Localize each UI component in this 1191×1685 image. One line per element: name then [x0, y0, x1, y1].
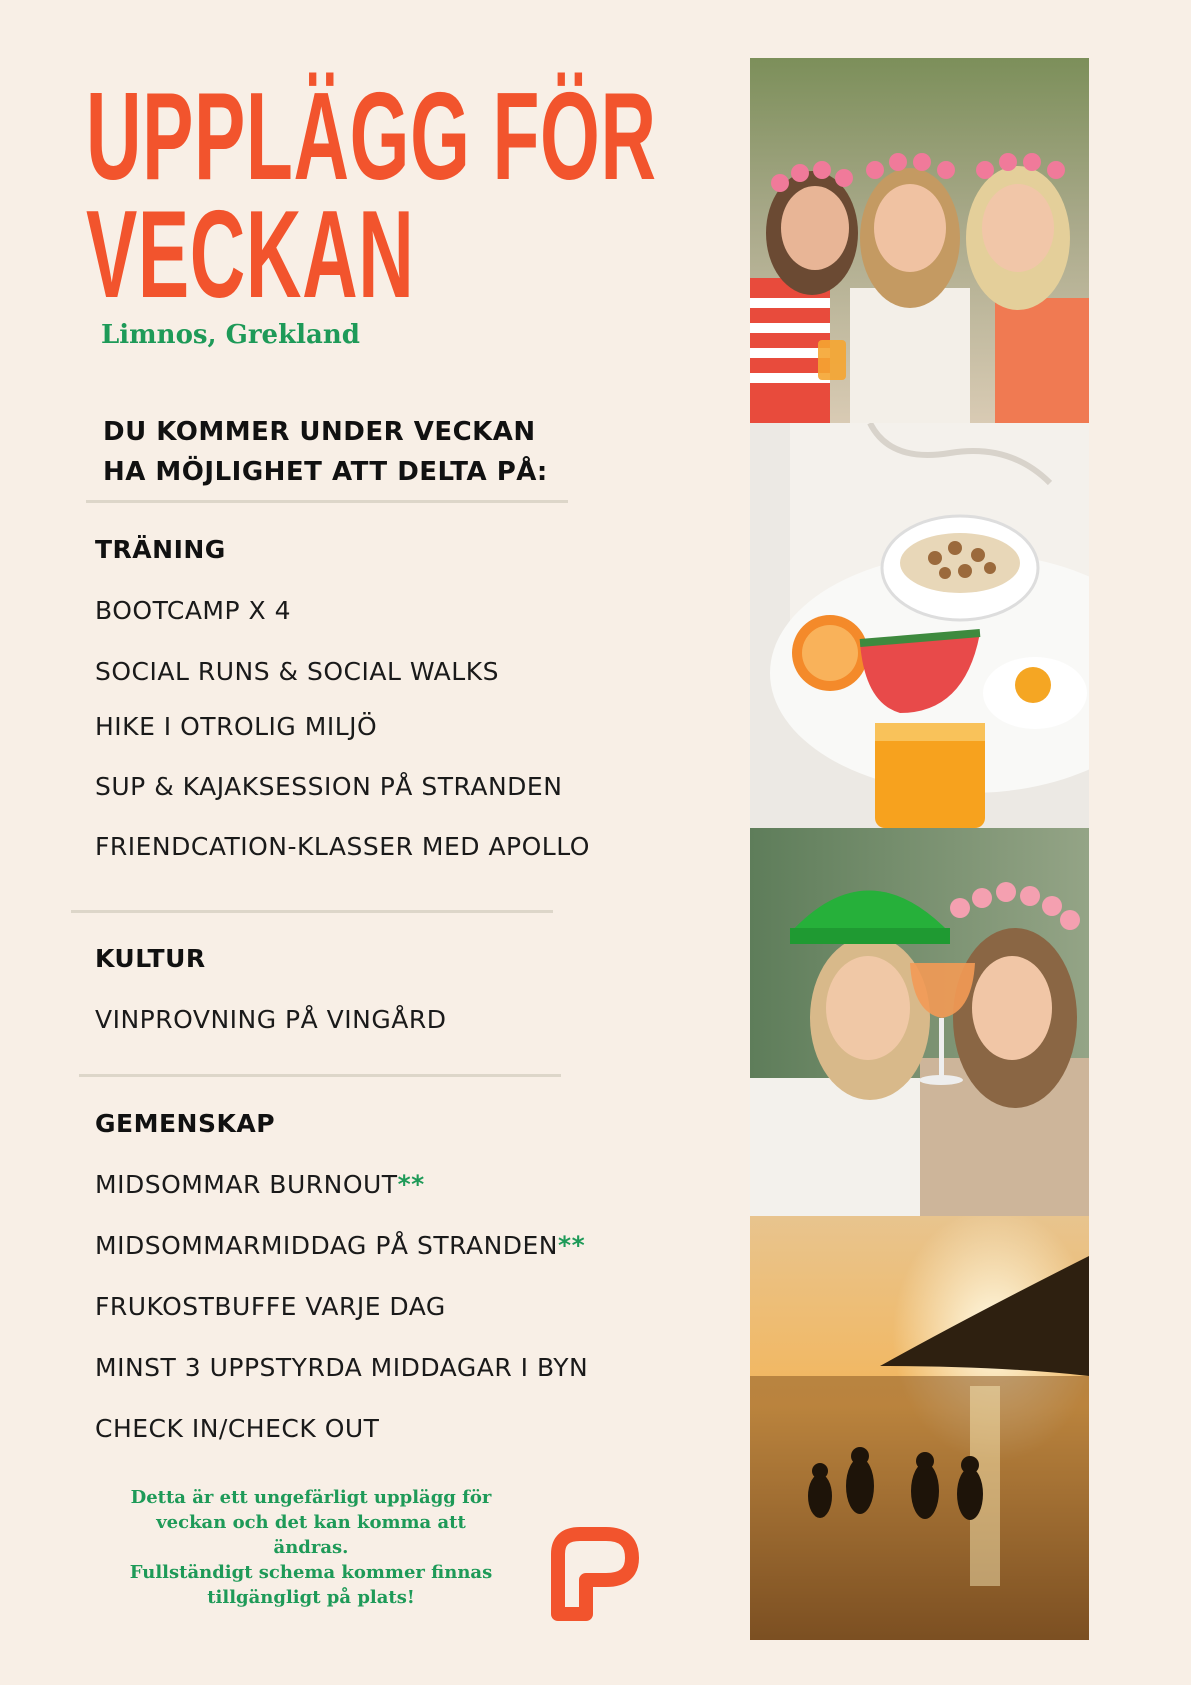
- friendcation-logo-icon: [548, 1524, 642, 1624]
- list-item: SUP & KAJAKSESSION PÅ STRANDEN: [95, 772, 563, 801]
- list-item: [95, 1231, 585, 1260]
- friends-flower-crowns-photo: [750, 58, 1089, 423]
- asterisk-marker: **: [558, 1231, 586, 1260]
- list-item: VINPROVNING PÅ VINGÅRD: [95, 1005, 447, 1034]
- list-item: CHECK IN/CHECK OUT: [95, 1414, 380, 1443]
- list-item-label: MIDSOMMARMIDDAG PÅ STRANDEN: [95, 1231, 559, 1260]
- intro-line-2: HA MÖJLIGHET ATT DELTA PÅ:: [103, 457, 548, 487]
- list-item: [95, 1170, 425, 1199]
- list-item: BOOTCAMP X 4: [95, 596, 292, 625]
- footer-note-line-2: veckan och det kan komma att ändras.: [156, 1512, 466, 1558]
- location-subtitle: Limnos, Grekland: [101, 320, 360, 350]
- list-item: FRIENDCATION-KLASSER MED APOLLO: [95, 832, 590, 861]
- footer-note-line-4: tillgängligt på plats!: [207, 1587, 415, 1608]
- divider-intro: [86, 500, 568, 503]
- title-line-2: VECKAN: [86, 186, 415, 324]
- section-heading-community: GEMENSKAP: [95, 1109, 276, 1138]
- sunset-swim-photo: [750, 1216, 1089, 1640]
- list-item: FRUKOSTBUFFE VARJE DAG: [95, 1292, 446, 1321]
- title-line-1: UPPLÄGG FÖR: [86, 68, 657, 206]
- divider-training: [71, 910, 553, 913]
- footer-note-line-3: Fullständigt schema kommer finnas: [129, 1562, 493, 1583]
- toast-with-drinks-photo: [750, 828, 1089, 1216]
- list-item: SOCIAL RUNS & SOCIAL WALKS: [95, 657, 499, 686]
- page-title: [86, 68, 657, 324]
- asterisk-marker: **: [397, 1170, 425, 1199]
- section-heading-training: TRÄNING: [95, 535, 226, 564]
- divider-culture: [79, 1074, 561, 1077]
- list-item: HIKE I OTROLIG MILJÖ: [95, 712, 378, 741]
- footer-note: [124, 1485, 498, 1610]
- list-item: MINST 3 UPPSTYRDA MIDDAGAR I BYN: [95, 1353, 589, 1382]
- intro-line-1: DU KOMMER UNDER VECKAN: [103, 417, 536, 447]
- intro-text: [103, 412, 548, 492]
- list-item-label: MIDSOMMAR BURNOUT: [95, 1170, 398, 1199]
- breakfast-plate-photo: [750, 423, 1089, 828]
- footer-note-line-1: Detta är ett ungefärligt upplägg för: [130, 1487, 492, 1508]
- section-heading-culture: KULTUR: [95, 944, 206, 973]
